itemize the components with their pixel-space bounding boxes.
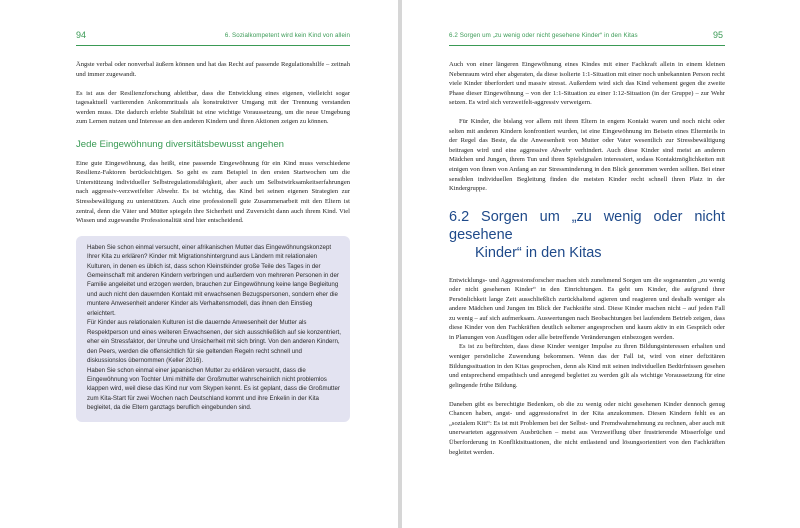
paragraph: Es ist aus der Resilienzforschung ableitbar, dass die Entwicklung eines eigenen, vielleicht sogar tagesaktuell variierenden Ankommrituals als konstruktiver Umgang mit der Trennung verstanden werden muss. Die dadurch erlebte Stabilität ist eine wichtige Voraussetzung, um die neue Umgebung zum Lernen nutzen und Interesse an den anderen Kindern und ihren Aktionen zeigen zu können.	[76, 89, 350, 126]
left-body-text	[76, 60, 350, 422]
paragraph: Eine gute Eingewöhnung, das heißt, eine passende Eingewöhnung für ein Kind muss verschiedene Resilienz-Faktoren berücksichtigen. So geht es zum Beispiel in den ersten Startwochen um die Unterstützung individueller Selbstregulationsfähigkeit, aber auch um Selbstwirksamkeitserfahrungen nach aggressiv-verzweifelter Abwehr. Es ist wichtig, das Kind bei seinen eigenen Strategien zur Stressbewältigung zu unterstützen. Auch eine professionell gute Zusammenarbeit mit den Eltern ist zentral, denn die Väter und Mütter spiegeln ihre Sicherheit und Zuversicht dann auch ihrem Kind. Viel Wissen und zugewandte Professionalität sind hier entscheidend.	[76, 159, 350, 225]
paragraph: Auch von einer längeren Eingewöhnung eines Kindes mit einer Fachkraft allein in einem kleinen Nebenraum wird eher abgeraten, da diese isolierte 1:1-Situation mit einer noch unbekannten Person recht viele Kinder überfordert und massiv stresst. Außerdem wird sich das Kind vehement gegen die zweite Phase dieser Eingewöhnung – von der 1:1-Situation zu einer 1:12-Situation (in der Gruppe) – zur Wehr setzen. Es wird sich verzweifelt-aggressiv verweigern.	[449, 61, 725, 107]
info-box-paragraph: Für Kinder aus relationalen Kulturen ist die dauernde Anwesenheit der Mutter als Respektperson und eines weiteren Erwachsenen, der sich ausschließlich auf sie konzentriert, eher ein Stressfaktor, der Unruhe und Unsicherheit mit sich bringt. Von den anderen Kindern, den Peers, werden die offensichtlich für sie geltenden Regeln recht schnell und diskussionslos übernommen (Keller 2016).	[87, 319, 341, 365]
right-page	[402, 0, 800, 528]
info-box-paragraph: Haben Sie schon einmal einer japanischen Mutter zu erklären versucht, dass die Eingewöhnung von Tochter Umi mithilfe der Großmutter wahrscheinlich nicht problemlos klappen wird, weil diese das Kind nur vom Skypen kennt. Es ist geplant, dass die Großmutter zum Kita-Start für zwei Wochen nach Deutschland kommt und ihre Enkelin in der Kita begleitet, da die Eltern ganztags beruflich eingebunden sind.	[87, 366, 340, 412]
right-body-text	[449, 60, 725, 457]
paragraph	[449, 117, 725, 193]
header-rule	[76, 45, 350, 46]
section-subheading: Jede Eingewöhnung diversitätsbewusst angehen	[76, 138, 285, 150]
paragraph: Ängste verbal oder nonverbal äußern können und hat das Recht auf passende Regulationshilfe – zeitnah und immer zugewandt.	[76, 61, 350, 78]
header-rule	[449, 45, 725, 46]
chapter-heading-line: Kinder“ in den Kitas	[475, 244, 602, 261]
paragraph: Daneben gibt es berechtigte Bedenken, ob die zu wenig oder nicht gesehenen Kinder dennoch genug Chancen haben, angst- und aggressionsfrei in der Kita anzukommen. Diesen Kindern fehlt es an „sozialem Kitt“: Es ist mit Problemen bei der Selbst- und Fremdwahrnehmung zu rechnen, aber auch mit unerwarteten aggressiven Ausbrüchen – meist aus Verzweiflung über frustrierende Misserfolge und Überforderung in Konfliktsituationen, die nicht entlastend und lösungsorientiert von den Fachkräften begleitet werden.	[449, 400, 725, 456]
paragraph: Entwicklungs- und Aggressionsforscher machen sich zunehmend Sorgen um die sogenannten „zu wenig oder nicht gesehenen Kinder“ in den Einrichtungen. Es geht um Kinder, die aufgrund ihrer Persönlichkeit lange Zeit ausschließlich zurückhaltend agieren und reagieren und deshalb weniger als andere Mädchen und Jungen im Blick der Fachkräfte sind. Diese Kinder machen nicht – auf jeden Fall zu wenig – auf sich aufmerksam. Auswertungen nach Beobachtungen bei laufendem Betrieb zeigen, dass diese Kinder von den Fachkräften deutlich seltener angesprochen und kaum aktiv in ein Gespräch oder in Planungen von Ausflügen oder alle betreffende Veränderungen einbezogen werden.	[449, 276, 725, 341]
chapter-heading	[449, 208, 725, 262]
paragraph-text: Für Kinder, die bislang vor allem mit ihren Eltern in engem Kontakt waren und noch nicht oder selten mit anderen Kindern konfrontiert wurden, ist eine Eingewöhnung im Beisein eines Elternteils in der Regel das Beste, da die Anwesenheit von Mutter oder Vater wesentlich zur Stressbewältigung beitragen wird und eine aggressive	[449, 118, 725, 154]
info-box	[76, 236, 350, 422]
page-number: 95	[713, 30, 724, 40]
info-box-paragraph: Haben Sie schon einmal versucht, einer afrikanischen Mutter das Eingewöhnungskonzept Ihrer Kita zu erklären? Kinder mit Migrationshintergrund aus Ländern mit relationalen Kulturen, in denen es üblich ist, dass schon Kleinstkinder große Teile des Tages in der Gemeinschaft mit anderen Kindern verbringen und außerdem von mehreren Personen in der Familie angeleitet und erzogen werden, brauchen zur Eingewöhnung keine lange Begleitung und auch nicht den dauernden Kontakt mit erwachsenen Bezugspersonen, sondern eher die muntere Anwesenheit anderer Kinder als Verhaltensmodell, das ihnen den Einstieg erleichtert.	[87, 243, 339, 317]
paragraph: Es ist zu befürchten, dass diese Kinder weniger Impulse zu ihren Bildungsinteressen erhalten und weniger persönliche Zuwendung bekommen. Wenn das der Fall ist, wird von einer defizitären Bildungssituation in den Kitas gesprochen, denn als Kind mit seinen individuellen Bedürfnissen gesehen und entsprechend empathisch und anregend begleitet zu werden gilt als wichtige Voraussetzung für eine gelingende frühe Bildung.	[449, 343, 725, 389]
running-head: 6. Sozialkompetent wird kein Kind von allein	[224, 32, 350, 39]
chapter-heading-line: 6.2 Sorgen um „zu wenig oder nicht gesehene	[449, 208, 725, 243]
emphasis: Abwehr	[550, 146, 572, 154]
paragraph-text: verhindert. Auch diese Kinder sind meist an anderen Mädchen und Jungen, ihrem Tun und ihren Spielsignalen interessiert, sodass Kontaktmöglichkeiten mit einigen von ihnen von Anfang an zur Stressminderung in den Blick genommen werden sollten. Bei einer sensiblen individuellen Begleitung finden die meisten Kinder recht schnell ihren Platz in der Kindergruppe.	[449, 146, 725, 193]
running-head: 6.2 Sorgen um „zu wenig oder nicht gesehene Kinder“ in den Kitas	[449, 32, 638, 39]
page-number: 94	[76, 30, 87, 40]
left-page	[0, 0, 398, 528]
